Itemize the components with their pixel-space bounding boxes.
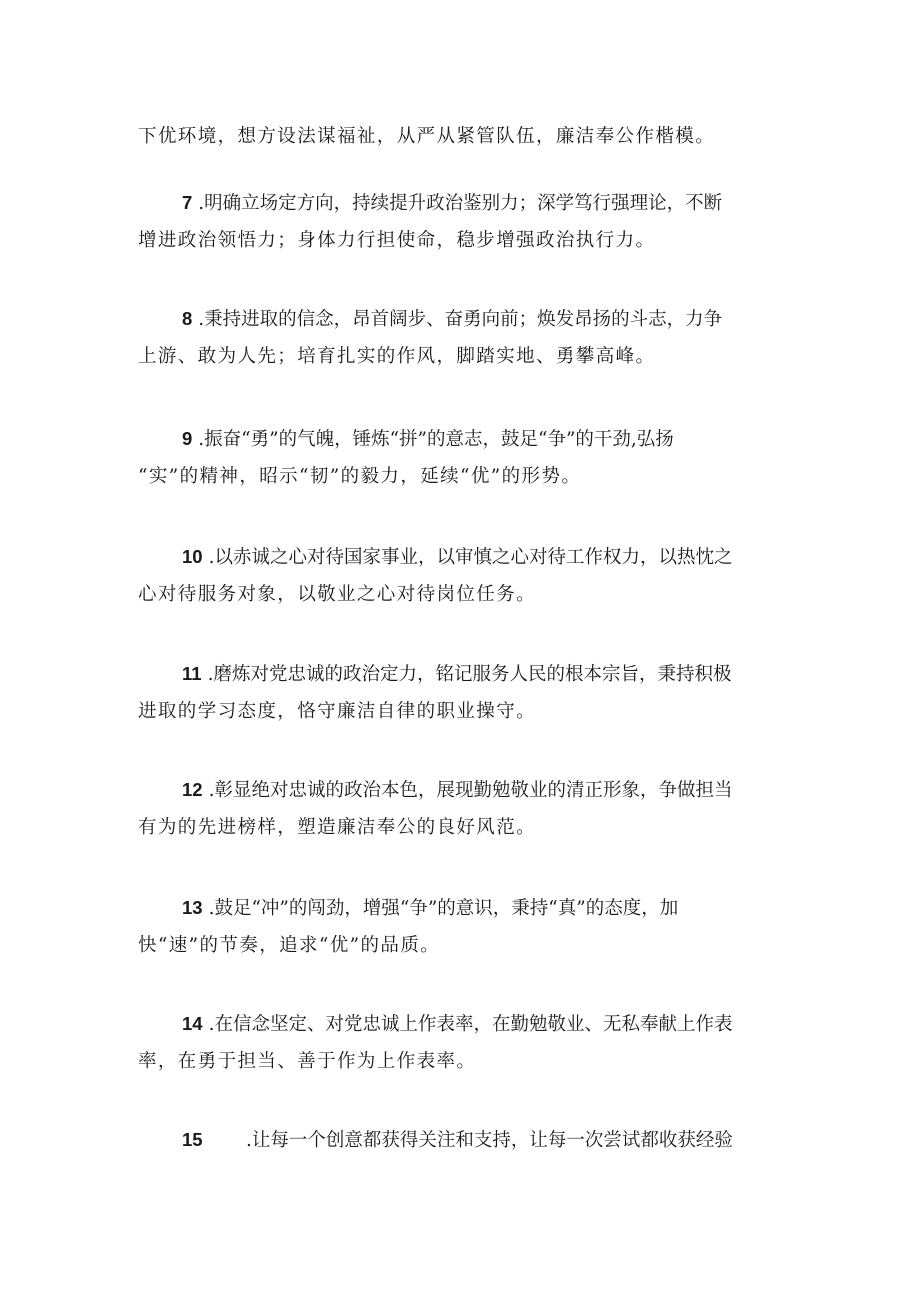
text-line: 心对待服务对象，以敬业之心对待岗位任务。 <box>138 584 537 605</box>
text-line: 有为的先进榜样，塑造廉洁奉公的良好风范。 <box>138 817 537 838</box>
item-text: .彰显绝对忠诚的政治本色，展现勤勉敬业的清正形象，争做担当 <box>208 780 733 801</box>
text-line: 增进政治领悟力；身体力行担使命，稳步增强政治执行力。 <box>138 230 656 251</box>
item-number: 7 <box>182 192 193 213</box>
paragraph-item-14 <box>138 1005 788 1080</box>
item-text: .秉持进取的信念，昂首阔步、奋勇向前；焕发昂扬的斗志，力争 <box>198 309 723 330</box>
paragraph-item-13 <box>138 889 788 964</box>
paragraph-continuation <box>138 118 788 155</box>
item-number: 12 <box>182 779 203 800</box>
text-line: 快“速”的节奏，追求“优”的品质。 <box>138 935 441 956</box>
item-text: .以赤诚之心对待国家事业，以审慎之心对待工作权力，以热忱之 <box>208 547 733 568</box>
item-text: .磨炼对党忠诚的政治定力，铭记服务人民的根本宗旨，秉持积极 <box>207 664 732 685</box>
text-line-first <box>138 420 788 458</box>
text-line-first <box>138 300 788 338</box>
item-text: .让每一个创意都获得关注和支持，让每一次尝试都收获经验 <box>246 1130 733 1151</box>
text-line: 进取的学习态度，恪守廉洁自律的职业操守。 <box>138 701 537 722</box>
item-text: .鼓足“冲”的闯劲，增强“争”的意识，秉持“真”的态度，加 <box>208 898 679 919</box>
text-line-first <box>138 1121 788 1159</box>
text-line-first <box>138 771 788 809</box>
item-number: 15 <box>182 1129 203 1150</box>
text-line-first <box>138 655 788 693</box>
item-text: .振奋“勇”的气魄，锤炼“拼”的意志，鼓足“争”的干劲,弘扬 <box>198 429 674 450</box>
item-number: 10 <box>182 546 203 567</box>
text-line: 率，在勇于担当、善于作为上作表率。 <box>138 1051 477 1072</box>
text-line-first <box>138 1005 788 1043</box>
text-line: 上游、敢为人先；培育扎实的作风，脚踏实地、勇攀高峰。 <box>138 346 656 367</box>
text-line: 下优环境，想方设法谋福祉，从严从紧管队伍，廉洁奉公作楷模。 <box>138 126 716 147</box>
item-text: .明确立场定方向，持续提升政治鉴别力；深学笃行强理论，不断 <box>198 193 723 214</box>
paragraph-item-15 <box>138 1121 788 1159</box>
item-number: 13 <box>182 897 203 918</box>
paragraph-item-11 <box>138 655 788 730</box>
item-number: 14 <box>182 1013 203 1034</box>
item-number: 9 <box>182 428 193 449</box>
item-number: 11 <box>182 663 202 684</box>
paragraph-item-12 <box>138 771 788 846</box>
text-line-first <box>138 184 788 222</box>
item-text: .在信念坚定、对党忠诚上作表率，在勤勉敬业、无私奉献上作表 <box>208 1014 733 1035</box>
item-number: 8 <box>182 308 193 329</box>
text-line: “实”的精神，昭示“韧”的毅力，延续“优”的形势。 <box>138 466 582 487</box>
text-line-first <box>138 889 788 927</box>
paragraph-item-10 <box>138 538 788 613</box>
paragraph-item-7 <box>138 184 788 259</box>
paragraph-item-9 <box>138 420 788 495</box>
paragraph-item-8 <box>138 300 788 375</box>
text-line-first <box>138 538 788 576</box>
